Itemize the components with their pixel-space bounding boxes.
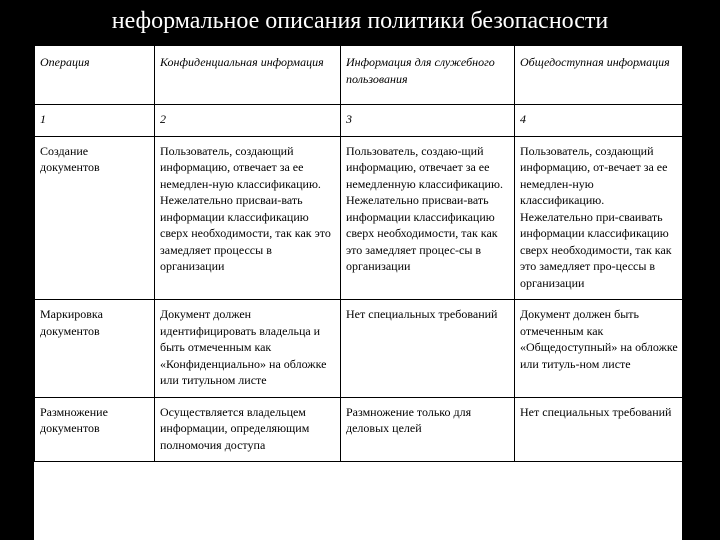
- confidential-cell: Пользователь, создающий информацию, отвечает за ее немедлен-ную классификацию. Нежелательно присваи-вать информации классификацию сверх необходимости, так как это замедляет процессы в организации: [155, 136, 341, 300]
- operation-cell: Маркировка документов: [35, 300, 155, 398]
- column-number: 4: [515, 105, 683, 137]
- confidential-cell: Документ должен идентифицировать владельца и быть отмеченным как «Конфиденциально» на обложке или титульном листе: [155, 300, 341, 398]
- official-use-cell: Размножение только для деловых целей: [341, 397, 515, 462]
- table-row: [35, 300, 683, 398]
- header-confidential: Конфиденциальная информация: [155, 46, 341, 105]
- official-use-cell: Нет специальных требований: [341, 300, 515, 398]
- policy-table: [34, 45, 682, 462]
- operation-cell: Создание документов: [35, 136, 155, 300]
- official-use-cell: Пользователь, создаю-щий информацию, отвечает за ее немедленную классификацию. Нежелательно присваи-вать информации классификацию сверх необходимости, так как это замедляет процес-сы в организации: [341, 136, 515, 300]
- table-header-row: [35, 46, 683, 105]
- slide-title: неформальное описания политики безопасности: [111, 8, 609, 34]
- policy-table-sheet: [34, 45, 682, 540]
- column-number-row: [35, 105, 683, 137]
- table-row: [35, 397, 683, 462]
- column-number: 2: [155, 105, 341, 137]
- public-cell: Пользователь, создающий информацию, от-вечает за ее немедлен-ную классификацию. Нежелательно при-сваивать информации классификацию сверх необходимости, так как это замедляет про-цессы в организации: [515, 136, 683, 300]
- column-number: 1: [35, 105, 155, 137]
- operation-cell: Размножение документов: [35, 397, 155, 462]
- table-row: [35, 136, 683, 300]
- header-public: Общедоступная информация: [515, 46, 683, 105]
- header-official-use: Информация для служебного пользования: [341, 46, 515, 105]
- confidential-cell: Осуществляется владельцем информации, определяющим полномочия доступа: [155, 397, 341, 462]
- public-cell: Нет специальных требований: [515, 397, 683, 462]
- header-operation: Операция: [35, 46, 155, 105]
- column-number: 3: [341, 105, 515, 137]
- public-cell: Документ должен быть отмеченным как «Общедоступный» на обложке или титуль-ном листе: [515, 300, 683, 398]
